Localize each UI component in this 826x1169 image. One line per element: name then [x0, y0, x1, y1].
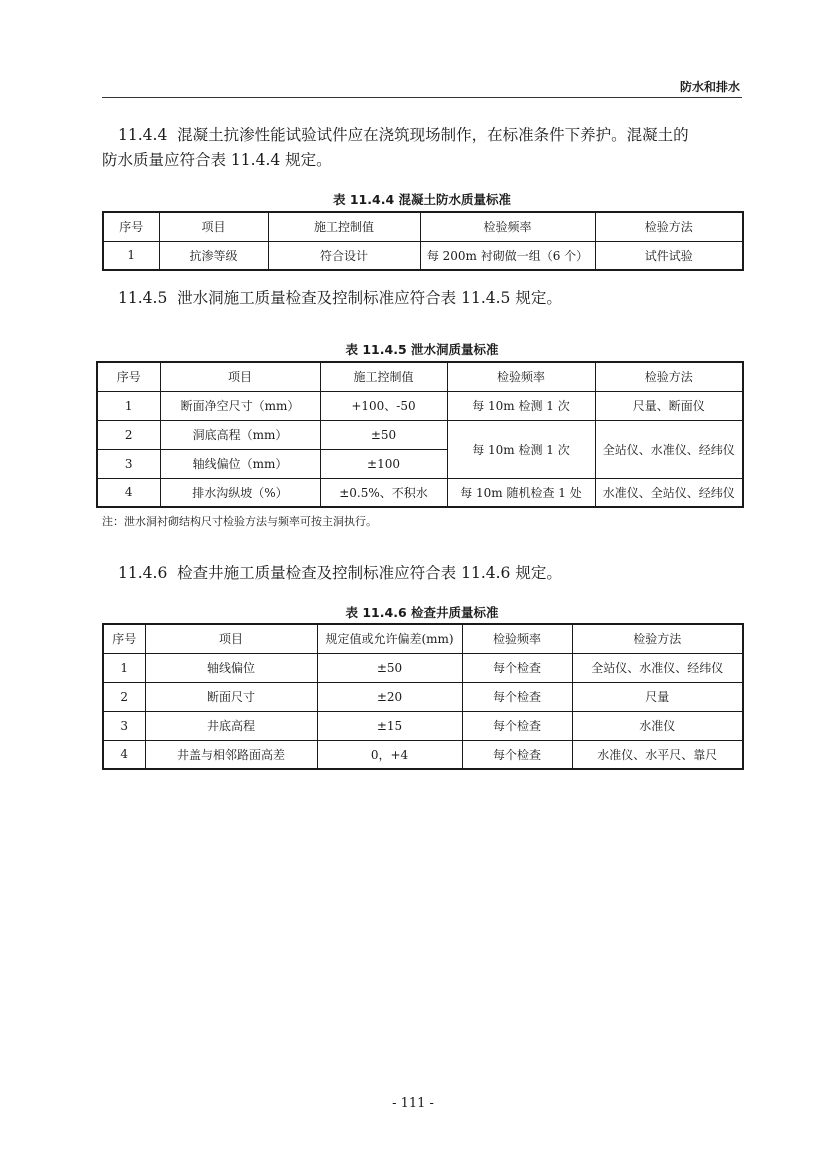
clause-text: 泄水洞施工质量检查及控制标准应符合表 11.4.5 规定。 — [177, 289, 562, 307]
table-cell: 井盖与相邻路面高差 — [145, 740, 317, 769]
table-cell: 尺量 — [572, 682, 743, 711]
header-cell: 项目 — [160, 362, 320, 391]
table-note: 注：泄水洞衬砌结构尺寸检验方法与频率可按主洞执行。 — [102, 515, 377, 528]
clause-11-4-5 — [102, 286, 742, 311]
table-cell: 每 10m 随机检查 1 处 — [447, 478, 595, 507]
table-cell: 符合设计 — [268, 241, 420, 270]
table-cell: +100、-50 — [320, 391, 447, 420]
table-cell: 井底高程 — [145, 711, 317, 740]
table-cell: 3 — [97, 449, 160, 478]
table-header-row — [103, 624, 743, 653]
table-cell: 排水沟纵坡（%） — [160, 478, 320, 507]
table-cell: 断面尺寸 — [145, 682, 317, 711]
table-cell: 3 — [103, 711, 145, 740]
table-cell: ±100 — [320, 449, 447, 478]
table-cell: 水准仪、水平尺、靠尺 — [572, 740, 743, 769]
table-row — [103, 682, 743, 711]
table-cell: ±50 — [320, 420, 447, 449]
clause-11-4-4 — [102, 123, 742, 173]
table-caption-11-4-4: 表 11.4.4 混凝土防水质量标准 — [333, 192, 511, 207]
table-cell: ±0.5%、不积水 — [320, 478, 447, 507]
table-cell: 每 10m 检测 1 次 — [447, 391, 595, 420]
merged-method-cell: 全站仪、水准仪、经纬仪 — [595, 420, 743, 478]
header-cell: 序号 — [103, 212, 159, 241]
page-number: - 111 - — [392, 1096, 434, 1111]
table-header-row — [103, 212, 743, 241]
table-row — [103, 241, 743, 270]
table-11-4-5 — [96, 361, 744, 508]
table-cell: 水准仪、全站仪、经纬仪 — [595, 478, 743, 507]
table-row — [103, 653, 743, 682]
table-cell: 断面净空尺寸（mm） — [160, 391, 320, 420]
table-cell: 抗渗等级 — [159, 241, 268, 270]
table-cell: 1 — [103, 241, 159, 270]
table-caption-11-4-6: 表 11.4.6 检查井质量标准 — [345, 605, 499, 620]
header-cell: 检验频率 — [420, 212, 595, 241]
header-cell: 施工控制值 — [268, 212, 420, 241]
table-row — [97, 478, 743, 507]
table-cell: 水准仪 — [572, 711, 743, 740]
table-header-row — [97, 362, 743, 391]
table-cell: 1 — [103, 653, 145, 682]
clause-text-line1: 混凝土抗渗性能试验试件应在浇筑现场制作，在标准条件下养护。混凝土的 — [177, 126, 689, 144]
table-cell: 0，+4 — [317, 740, 462, 769]
header-cell: 检验方法 — [595, 362, 743, 391]
table-cell: 轴线偏位 — [145, 653, 317, 682]
table-cell: 洞底高程（mm） — [160, 420, 320, 449]
header-cell: 施工控制值 — [320, 362, 447, 391]
clause-text-line2: 防水质量应符合表 11.4.4 规定。 — [102, 151, 332, 169]
clause-number: 11.4.6 — [118, 564, 168, 582]
table-cell: ±50 — [317, 653, 462, 682]
table-cell: 2 — [97, 420, 160, 449]
header-cell: 项目 — [145, 624, 317, 653]
header-cell: 序号 — [97, 362, 160, 391]
header-cell: 规定值或允许偏差(mm) — [317, 624, 462, 653]
running-header — [102, 78, 742, 96]
table-cell: 1 — [97, 391, 160, 420]
header-cell: 检验频率 — [462, 624, 572, 653]
table-cell: 每个检查 — [462, 740, 572, 769]
header-cell: 检验方法 — [595, 212, 743, 241]
clause-text: 检查井施工质量检查及控制标准应符合表 11.4.6 规定。 — [177, 564, 562, 582]
clause-number: 11.4.5 — [118, 289, 168, 307]
header-rule — [102, 97, 742, 98]
merged-freq-cell: 每 10m 检测 1 次 — [447, 420, 595, 478]
table-11-4-4 — [102, 211, 744, 271]
table-cell: ±20 — [317, 682, 462, 711]
clause-11-4-6 — [102, 561, 742, 586]
table-row — [97, 391, 743, 420]
table-row — [103, 711, 743, 740]
table-cell: 每 200m 衬砌做一组（6 个） — [420, 241, 595, 270]
table-cell: 每个检查 — [462, 653, 572, 682]
section-title: 防水和排水 — [679, 80, 740, 94]
header-cell: 检验频率 — [447, 362, 595, 391]
table-11-4-6 — [102, 623, 744, 770]
table-cell: 尺量、断面仪 — [595, 391, 743, 420]
table-row — [97, 420, 743, 449]
header-cell: 项目 — [159, 212, 268, 241]
table-cell: 试件试验 — [595, 241, 743, 270]
table-cell: ±15 — [317, 711, 462, 740]
clause-number: 11.4.4 — [118, 126, 168, 144]
table-cell: 全站仪、水准仪、经纬仪 — [572, 653, 743, 682]
table-cell: 轴线偏位（mm） — [160, 449, 320, 478]
header-cell: 序号 — [103, 624, 145, 653]
table-caption-11-4-5: 表 11.4.5 泄水洞质量标准 — [345, 342, 499, 357]
table-cell: 4 — [97, 478, 160, 507]
table-cell: 2 — [103, 682, 145, 711]
table-cell: 每个检查 — [462, 682, 572, 711]
header-cell: 检验方法 — [572, 624, 743, 653]
table-row — [103, 740, 743, 769]
table-cell: 每个检查 — [462, 711, 572, 740]
table-cell: 4 — [103, 740, 145, 769]
